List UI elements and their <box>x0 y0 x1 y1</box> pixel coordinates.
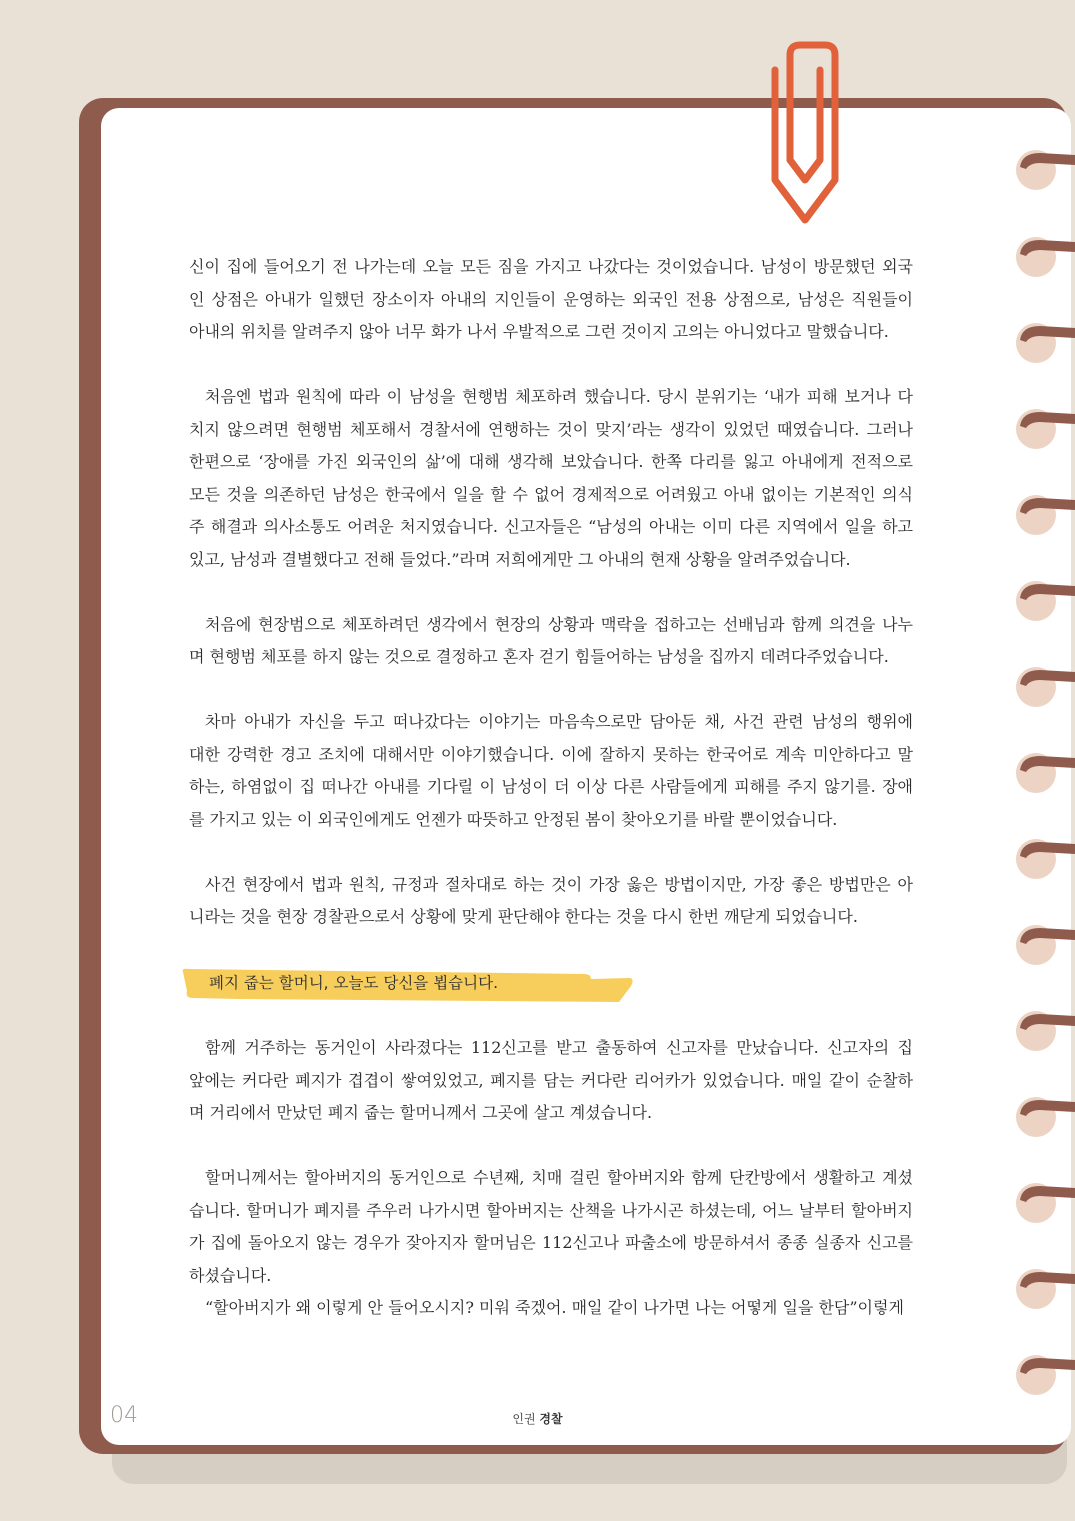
text-line: 하셨습니다. <box>189 1265 272 1285</box>
paragraph <box>189 1032 913 1130</box>
text-line: 가 집에 돌아오지 않는 경우가 잦아지자 할머님은 112신고나 파출소에 방문하셔서 종종 실종자 신고를 <box>189 1233 913 1252</box>
paragraph <box>189 869 913 934</box>
text-line: 모든 것을 의존하던 남성은 한국에서 일을 할 수 없어 경제적으로 어려웠고 아내 없이는 기본적인 의식 <box>189 484 913 504</box>
article-body <box>189 251 913 1357</box>
paragraph <box>189 706 913 836</box>
page-number: 04 <box>110 1403 138 1428</box>
text-line: 습니다. 할머니가 폐지를 주우러 나가시면 할아버지는 산책을 나가시곤 하셨는데, 어느 날부터 할아버지 <box>189 1200 913 1220</box>
spiral-ring-icon <box>1000 662 1075 712</box>
paragraph <box>189 1292 913 1325</box>
footer-title <box>0 1410 1075 1427</box>
spiral-ring-icon <box>1000 920 1075 970</box>
spiral-ring-icon <box>1000 1092 1075 1142</box>
text-line: 처음에 현장범으로 체포하려던 생각에서 현장의 상황과 맥락을 접하고는 선배님과 함께 의견을 나누 <box>205 614 913 634</box>
spiral-ring-icon <box>1000 1178 1075 1228</box>
text-line: 아내의 위치를 알려주지 않아 너무 화가 나서 우발적으로 그런 것이지 고의는 아니었다고 말했습니다. <box>189 322 889 341</box>
text-line: 있고, 남성과 결별했다고 전해 들었다.”라며 저희에게만 그 아내의 현재 상황을 알려주었습니다. <box>189 549 851 569</box>
text-line: 처음엔 법과 원칙에 따라 이 남성을 현행범 체포하려 했습니다. 당시 분위기는 ‘내가 피해 보거나 다 <box>205 387 913 406</box>
spiral-ring-icon <box>1000 404 1075 454</box>
text-line: 하는, 하염없이 집 떠나간 아내를 기다릴 이 남성이 더 이상 다른 사람들에게 피해를 주지 않기를. 장애 <box>189 777 913 796</box>
text-line: 며 현행범 체포를 하지 않는 것으로 결정하고 혼자 걷기 힘들어하는 남성을 집까지 데려다주었습니다. <box>189 647 889 666</box>
text-line: 앞에는 커다란 폐지가 겹겹이 쌓여있었고, 폐지를 담는 커다란 리어카가 있었습니다. 매일 같이 순찰하 <box>189 1070 913 1090</box>
paragraph-group-1 <box>189 251 913 934</box>
spiral-ring-icon <box>1000 1006 1075 1056</box>
spiral-ring-icon <box>1000 145 1075 195</box>
footer-title-bold: 경찰 <box>539 1412 563 1426</box>
text-line: 주 해결과 의사소통도 어려운 처지였습니다. 신고자들은 “남성의 아내는 이미 다른 지역에서 일을 하고 <box>189 517 913 536</box>
text-line: 를 가지고 있는 이 외국인에게도 언젠가 따뜻하고 안정된 봄이 찾아오기를 바랄 뿐이었습니다. <box>189 809 838 829</box>
paragraph <box>189 381 913 576</box>
text-line: 차마 아내가 자신을 두고 떠나갔다는 이야기는 마음속으로만 담아둔 채, 사건 관련 남성의 행위에 <box>205 712 913 731</box>
footer-title-light: 인권 <box>512 1412 536 1426</box>
text-line: 신이 집에 들어오기 전 나가는데 오늘 모든 짐을 가지고 나갔다는 것이었습니다. 남성이 방문했던 외국 <box>189 257 913 276</box>
section-heading-text: 폐지 줍는 할머니, 오늘도 당신을 뵙습니다. <box>209 974 499 992</box>
text-line: “할아버지가 왜 이렇게 안 들어오시지? 미워 죽겠어. 매일 같이 나가면 나는 어떻게 일을 한담”이렇게 <box>205 1298 904 1317</box>
text-line: 니라는 것을 현장 경찰관으로서 상황에 맞게 판단해야 한다는 것을 다시 한번 깨닫게 되었습니다. <box>189 907 858 926</box>
paragraph <box>189 1162 913 1292</box>
text-line: 할머니께서는 할아버지의 동거인으로 수년째, 치매 걸린 할아버지와 함께 단칸방에서 생활하고 계셨 <box>205 1168 913 1187</box>
paper-clip-icon <box>760 40 850 235</box>
section-heading <box>179 964 913 1004</box>
spiral-ring-icon <box>1000 576 1075 626</box>
text-line: 사건 현장에서 법과 원칙, 규정과 절차대로 하는 것이 가장 옳은 방법이지만, 가장 좋은 방법만은 아 <box>205 874 913 894</box>
text-line: 함께 거주하는 동거인이 사라졌다는 112신고를 받고 출동하여 신고자를 만났습니다. 신고자의 집 <box>205 1038 913 1057</box>
paragraph-group-2 <box>189 1032 913 1325</box>
paragraph <box>189 251 913 349</box>
text-line: 한편으로 ‘장애를 가진 외국인의 삶’에 대해 생각해 보았습니다. 한쪽 다리를 잃고 아내에게 전적으로 <box>189 452 913 471</box>
spiral-ring-icon <box>1000 318 1075 368</box>
text-line: 며 거리에서 만났던 폐지 줍는 할머니께서 그곳에 살고 계셨습니다. <box>189 1103 653 1122</box>
text-line: 대한 강력한 경고 조치에 대해서만 이야기했습니다. 이에 잘하지 못하는 한국어로 계속 미안하다고 말 <box>189 744 913 764</box>
spiral-ring-icon <box>1000 834 1075 884</box>
paragraph <box>189 609 913 674</box>
spiral-ring-icon <box>1000 1264 1075 1314</box>
text-line: 인 상점은 아내가 일했던 장소이자 아내의 지인들이 운영하는 외국인 전용 상점으로, 남성은 직원들이 <box>189 289 913 309</box>
spiral-ring-icon <box>1000 748 1075 798</box>
spiral-ring-icon <box>1000 490 1075 540</box>
spiral-ring-icon <box>1000 1350 1075 1400</box>
text-line: 치지 않으려면 현행범 체포해서 경찰서에 연행하는 것이 맞지’라는 생각이 있었던 때였습니다. 그러나 <box>189 419 913 439</box>
spiral-ring-icon <box>1000 232 1075 282</box>
